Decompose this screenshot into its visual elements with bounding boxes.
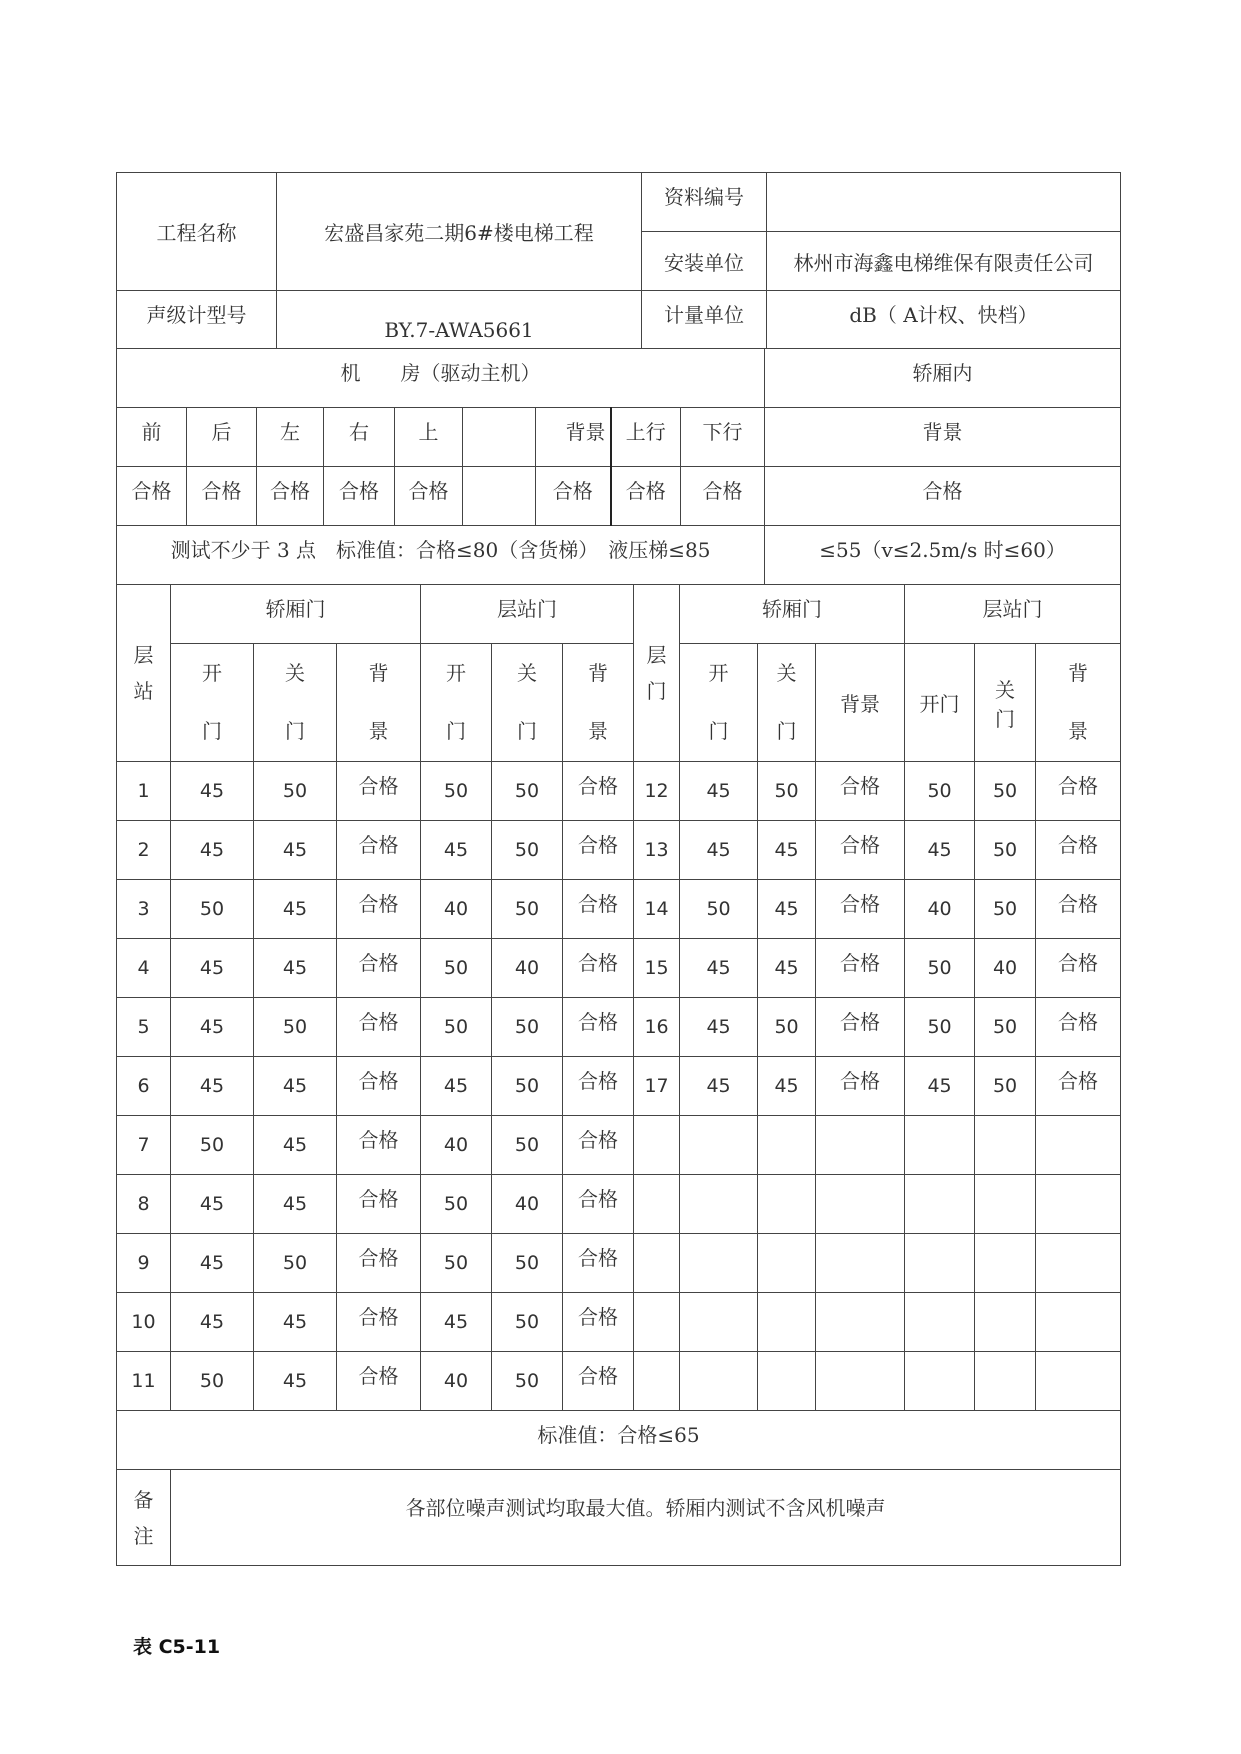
table-cell: 45 [254, 1175, 337, 1234]
table-cell: 合格 [563, 939, 634, 998]
table-cell [816, 1116, 905, 1175]
val-left: 合格 [257, 467, 324, 526]
table-cell: 45 [421, 821, 492, 880]
table-cell: 合格 [563, 1175, 634, 1234]
table-cell: 合格 [337, 1116, 421, 1175]
col-downward: 下行 [681, 408, 765, 467]
table-cell [1036, 1175, 1121, 1234]
table-cell: 45 [680, 939, 758, 998]
car-bg-label: 背景 [765, 408, 1121, 467]
table-cell: 10 [117, 1293, 171, 1352]
machine-room-standard: 测试不少于 3 点 标准值：合格≤80（含货梯） 液压梯≤85 [117, 526, 765, 585]
table-row [117, 998, 1121, 1057]
table-cell [758, 1352, 816, 1411]
table-cell: 50 [421, 998, 492, 1057]
table-cell [758, 1293, 816, 1352]
table-cell: 合格 [563, 1352, 634, 1411]
col-left: 左 [257, 408, 324, 467]
table-cell: 45 [171, 939, 254, 998]
col-front: 前 [117, 408, 187, 467]
table-cell: 45 [758, 939, 816, 998]
table-cell: 合格 [337, 1234, 421, 1293]
table-cell: 12 [634, 762, 680, 821]
table-cell: 15 [634, 939, 680, 998]
table-cell: 50 [492, 821, 563, 880]
table-cell: 7 [117, 1116, 171, 1175]
station-label: 层站 [117, 585, 171, 762]
table-cell: 6 [117, 1057, 171, 1116]
table-cell: 50 [975, 1057, 1036, 1116]
sub-open-car: 开门 [171, 644, 254, 762]
table-row [117, 939, 1121, 998]
table-row [117, 1116, 1121, 1175]
table-cell: 45 [680, 1057, 758, 1116]
table-cell: 合格 [1036, 998, 1121, 1057]
car-title: 轿厢内 [765, 349, 1121, 408]
meter-model-label: 声级计型号 [117, 291, 277, 349]
table-cell: 11 [117, 1352, 171, 1411]
table-cell: 4 [117, 939, 171, 998]
table-cell: 50 [758, 762, 816, 821]
table-cell: 45 [680, 821, 758, 880]
table-cell: 合格 [816, 821, 905, 880]
table-cell: 45 [254, 1293, 337, 1352]
sub-close-car: 关门 [254, 644, 337, 762]
table-cell: 13 [634, 821, 680, 880]
table-row [117, 1293, 1121, 1352]
table-cell: 合格 [563, 1234, 634, 1293]
val-empty [463, 467, 536, 526]
remarks-label: 备注 [117, 1470, 171, 1566]
install-unit: 林州市海鑫电梯维保有限责任公司 [767, 232, 1121, 291]
table-row [117, 1057, 1121, 1116]
val-right: 合格 [324, 467, 395, 526]
table-row [117, 762, 1121, 821]
table-cell: 45 [171, 821, 254, 880]
remarks-text: 各部位噪声测试均取最大值。轿厢内测试不含风机噪声 [171, 1470, 1121, 1566]
table-cell [680, 1234, 758, 1293]
table-cell: 40 [492, 1175, 563, 1234]
sub-bg-landing: 背景 [563, 644, 634, 762]
car-door-header: 轿厢门 [171, 585, 421, 644]
table-cell [816, 1293, 905, 1352]
table-cell [634, 1234, 680, 1293]
table-cell: 50 [421, 1175, 492, 1234]
table-cell: 45 [171, 1175, 254, 1234]
table-cell [680, 1352, 758, 1411]
table-cell: 50 [492, 1116, 563, 1175]
val-upward: 合格 [611, 467, 681, 526]
table-cell [1036, 1293, 1121, 1352]
table-cell: 8 [117, 1175, 171, 1234]
door-noise-block [116, 584, 1121, 1566]
table-cell: 17 [634, 1057, 680, 1116]
col-bg: 背景 [536, 408, 611, 467]
station-label-right: 层门 [634, 585, 680, 762]
sub-bg-car-right: 背景 [816, 644, 905, 762]
table-cell: 5 [117, 998, 171, 1057]
table-cell: 合格 [563, 880, 634, 939]
table-cell: 合格 [816, 880, 905, 939]
table-cell: 50 [492, 998, 563, 1057]
table-cell: 合格 [337, 821, 421, 880]
table-cell: 50 [975, 880, 1036, 939]
table-cell: 45 [171, 1234, 254, 1293]
project-name: 宏盛昌家苑二期6#楼电梯工程 [277, 173, 642, 291]
table-cell: 50 [975, 998, 1036, 1057]
table-cell [975, 1234, 1036, 1293]
table-cell: 45 [758, 880, 816, 939]
table-cell: 45 [171, 762, 254, 821]
table-cell [634, 1175, 680, 1234]
table-cell: 50 [758, 998, 816, 1057]
table-cell: 50 [680, 880, 758, 939]
table-cell: 45 [254, 1116, 337, 1175]
table-cell [634, 1116, 680, 1175]
measure-unit: dB（ A计权、快档） [767, 291, 1121, 349]
table-cell [816, 1352, 905, 1411]
table-cell: 合格 [816, 762, 905, 821]
table-cell: 50 [975, 821, 1036, 880]
project-name-label: 工程名称 [117, 173, 277, 291]
table-cell: 2 [117, 821, 171, 880]
table-cell: 40 [905, 880, 975, 939]
table-cell [758, 1175, 816, 1234]
meter-model: BY.7-AWA5661 [277, 291, 642, 349]
table-cell: 50 [171, 1352, 254, 1411]
table-cell: 50 [492, 1057, 563, 1116]
table-cell: 50 [492, 1234, 563, 1293]
table-cell: 合格 [816, 1057, 905, 1116]
table-row [117, 1352, 1121, 1411]
table-cell: 50 [905, 939, 975, 998]
table-cell: 45 [254, 880, 337, 939]
table-cell: 50 [905, 762, 975, 821]
landing-door-header-right: 层站门 [905, 585, 1121, 644]
table-row [117, 1175, 1121, 1234]
table-cell: 40 [975, 939, 1036, 998]
table-cell: 合格 [1036, 939, 1121, 998]
table-row [117, 1234, 1121, 1293]
table-cell: 50 [421, 939, 492, 998]
table-cell: 45 [680, 998, 758, 1057]
car-door-header-right: 轿厢门 [680, 585, 905, 644]
table-cell [816, 1175, 905, 1234]
table-cell [1036, 1352, 1121, 1411]
table-cell [975, 1293, 1036, 1352]
table-cell: 45 [758, 821, 816, 880]
table-cell: 合格 [563, 1293, 634, 1352]
col-right: 右 [324, 408, 395, 467]
table-cell: 50 [254, 998, 337, 1057]
table-cell: 45 [421, 1057, 492, 1116]
door-standard: 标准值：合格≤65 [117, 1411, 1121, 1470]
table-cell: 合格 [337, 998, 421, 1057]
col-up: 上 [395, 408, 463, 467]
table-cell: 45 [758, 1057, 816, 1116]
table-cell [905, 1116, 975, 1175]
landing-door-header: 层站门 [421, 585, 634, 644]
table-cell: 40 [421, 880, 492, 939]
table-cell: 40 [492, 939, 563, 998]
val-up: 合格 [395, 467, 463, 526]
sub-open-landing-right: 开门 [905, 644, 975, 762]
table-cell: 合格 [563, 821, 634, 880]
val-front: 合格 [117, 467, 187, 526]
table-cell: 50 [492, 1352, 563, 1411]
sub-close-car-right: 关门 [758, 644, 816, 762]
table-cell: 50 [905, 998, 975, 1057]
table-cell [975, 1175, 1036, 1234]
table-cell: 50 [254, 1234, 337, 1293]
table-cell: 50 [975, 762, 1036, 821]
doc-no-label: 资料编号 [642, 173, 767, 232]
table-cell: 45 [254, 1352, 337, 1411]
table-cell: 45 [171, 1293, 254, 1352]
table-cell: 50 [492, 1293, 563, 1352]
table-cell: 合格 [337, 1293, 421, 1352]
table-cell [905, 1352, 975, 1411]
table-cell: 1 [117, 762, 171, 821]
table-cell: 合格 [816, 939, 905, 998]
table-row [117, 821, 1121, 880]
table-cell [1036, 1234, 1121, 1293]
machine-room-block [116, 348, 1121, 585]
table-cell: 合格 [1036, 1057, 1121, 1116]
table-cell [680, 1116, 758, 1175]
sub-close-landing-right: 关门 [975, 644, 1036, 762]
sub-bg-landing-right: 背景 [1036, 644, 1121, 762]
car-bg-value: 合格 [765, 467, 1121, 526]
sub-open-landing: 开门 [421, 644, 492, 762]
doc-no [767, 173, 1121, 232]
table-cell: 16 [634, 998, 680, 1057]
table-cell: 45 [171, 998, 254, 1057]
table-cell: 合格 [337, 1175, 421, 1234]
table-cell: 合格 [816, 998, 905, 1057]
form-number: 表 C5-11 [133, 1636, 221, 1658]
table-cell: 50 [171, 880, 254, 939]
table-cell [758, 1116, 816, 1175]
table-cell [1036, 1116, 1121, 1175]
table-row [117, 880, 1121, 939]
val-back: 合格 [187, 467, 257, 526]
table-cell [905, 1234, 975, 1293]
table-cell: 50 [421, 1234, 492, 1293]
col-empty [463, 408, 536, 467]
table-cell: 合格 [1036, 762, 1121, 821]
table-cell: 合格 [563, 762, 634, 821]
sub-bg-car: 背景 [337, 644, 421, 762]
table-cell: 40 [421, 1116, 492, 1175]
table-cell: 合格 [337, 880, 421, 939]
table-cell [758, 1234, 816, 1293]
table-cell [680, 1175, 758, 1234]
table-cell: 合格 [563, 1116, 634, 1175]
table-cell: 合格 [337, 1057, 421, 1116]
table-cell [816, 1234, 905, 1293]
sub-open-car-right: 开门 [680, 644, 758, 762]
table-cell: 14 [634, 880, 680, 939]
sub-close-landing: 关门 [492, 644, 563, 762]
table-cell [905, 1293, 975, 1352]
table-cell: 合格 [337, 1352, 421, 1411]
table-cell: 40 [421, 1352, 492, 1411]
table-cell: 50 [492, 762, 563, 821]
table-cell: 合格 [563, 998, 634, 1057]
table-cell [634, 1293, 680, 1352]
table-cell: 45 [254, 821, 337, 880]
col-upward: 上行 [611, 408, 681, 467]
table-cell: 45 [680, 762, 758, 821]
machine-room-title: 机 房（驱动主机） [117, 349, 765, 408]
table-cell [680, 1293, 758, 1352]
table-cell: 45 [171, 1057, 254, 1116]
table-cell: 合格 [1036, 880, 1121, 939]
table-cell: 50 [171, 1116, 254, 1175]
table-cell: 9 [117, 1234, 171, 1293]
table-cell: 合格 [1036, 821, 1121, 880]
car-standard: ≤55（v≤2.5m/s 时≤60） [765, 526, 1121, 585]
table-cell [975, 1116, 1036, 1175]
val-bg: 合格 [536, 467, 611, 526]
measure-unit-label: 计量单位 [642, 291, 767, 349]
table-cell: 合格 [337, 762, 421, 821]
table-cell [975, 1352, 1036, 1411]
table-cell: 50 [492, 880, 563, 939]
table-cell [634, 1352, 680, 1411]
table-cell: 45 [905, 821, 975, 880]
table-cell: 50 [421, 762, 492, 821]
table-cell: 45 [421, 1293, 492, 1352]
install-unit-label: 安装单位 [642, 232, 767, 291]
table-cell: 合格 [337, 939, 421, 998]
header-block [116, 172, 1121, 349]
table-cell: 45 [905, 1057, 975, 1116]
table-cell: 合格 [563, 1057, 634, 1116]
table-cell: 45 [254, 1057, 337, 1116]
val-downward: 合格 [681, 467, 765, 526]
col-back: 后 [187, 408, 257, 467]
table-cell: 50 [254, 762, 337, 821]
table-cell: 45 [254, 939, 337, 998]
table-cell: 3 [117, 880, 171, 939]
table-cell [905, 1175, 975, 1234]
